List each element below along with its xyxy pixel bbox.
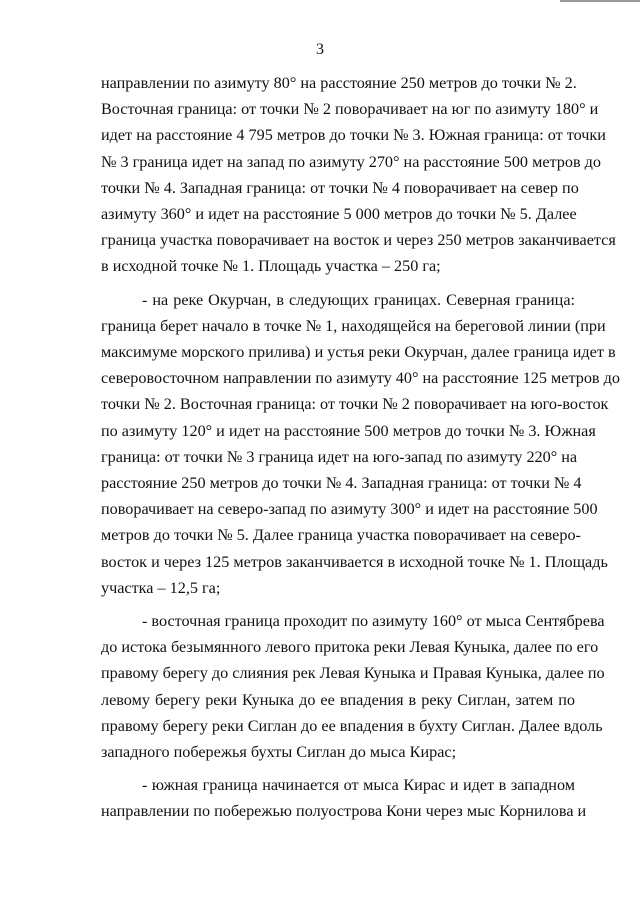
text-line: точки № 2. Восточная граница: от точки № 2 поворачивает на юго-восток [101, 395, 609, 414]
scan-edge-line [560, 0, 640, 2]
text-line: азимуту 360° и идет на расстояние 5 000 метров до точки № 5. Далее [101, 205, 577, 224]
paragraph-1 [101, 70, 616, 280]
text-line: максимуме морского прилива) и устья реки Окурчан, далее граница идет в [101, 343, 616, 362]
paragraph-4 [101, 772, 587, 824]
text-line: метров до точки № 5. Далее граница участка поворачивает на северо- [101, 526, 581, 545]
text-line: № 3 граница идет на запад по азимуту 270° на расстояние 500 метров до [101, 152, 601, 171]
text-line: Восточная граница: от точки № 2 поворачивает на юг по азимуту 180° и [101, 100, 599, 119]
text-line: направлении по азимуту 80° на расстояние 250 метров до точки № 2. [101, 74, 577, 92]
text-line: идет на расстояние 4 795 метров до точки № 3. Южная граница: от точки [101, 126, 606, 145]
text-line: - восточная граница проходит по азимуту 160° от мыса Сентябрева [142, 612, 605, 631]
text-line: до истока безымянного левого притока реки Левая Куныка, далее по его [101, 638, 599, 657]
text-line: граница участка поворачивает на восток и через 250 метров заканчивается [101, 231, 616, 250]
text-line: направлении по побережью полуострова Кони через мыс Корнилова и [101, 802, 587, 821]
text-line: левому берегу реки Куныка до ее впадения в реку Сиглан, затем по [101, 690, 575, 709]
paragraph-2 [101, 287, 620, 601]
text-line: в исходной точке № 1. Площадь участка – 250 га; [101, 257, 441, 276]
text-line: участка – 12,5 га; [101, 578, 221, 597]
text-line: восток и через 125 метров заканчивается в исходной точке № 1. Площадь [101, 552, 608, 571]
text-line: граница берет начало в точке № 1, находящейся на береговой линии (при [101, 316, 606, 335]
text-line: правому берегу до слияния рек Левая Куныка и Правая Куныка, далее по [101, 664, 605, 683]
paragraph-3 [101, 608, 605, 765]
text-line: - на реке Окурчан, в следующих границах. Северная граница: [142, 290, 575, 309]
text-line: расстояние 250 метров до точки № 4. Западная граница: от точки № 4 [101, 474, 582, 493]
text-line: точки № 4. Западная граница: от точки № 4 поворачивает на север по [101, 178, 579, 197]
page-number: 3 [316, 41, 324, 58]
text-line: поворачивает на северо-запад по азимуту 300° и идет на расстояние 500 [101, 500, 598, 519]
text-line: западного побережья бухты Сиглан до мыса Кирас; [101, 743, 457, 762]
text-line: северовосточном направлении по азимуту 40° на расстояние 125 метров до [101, 369, 620, 388]
text-line: по азимуту 120° и идет на расстояние 500 метров до точки № 3. Южная [101, 421, 596, 440]
text-line: правому берегу реки Сиглан до ее впадения в бухту Сиглан. Далее вдоль [101, 716, 603, 735]
body-text [101, 70, 620, 825]
text-line: граница: от точки № 3 граница идет на юго-запад по азимуту 220° на [101, 447, 578, 466]
text-line: - южная граница начинается от мыса Кирас и идет в западном [142, 776, 575, 795]
